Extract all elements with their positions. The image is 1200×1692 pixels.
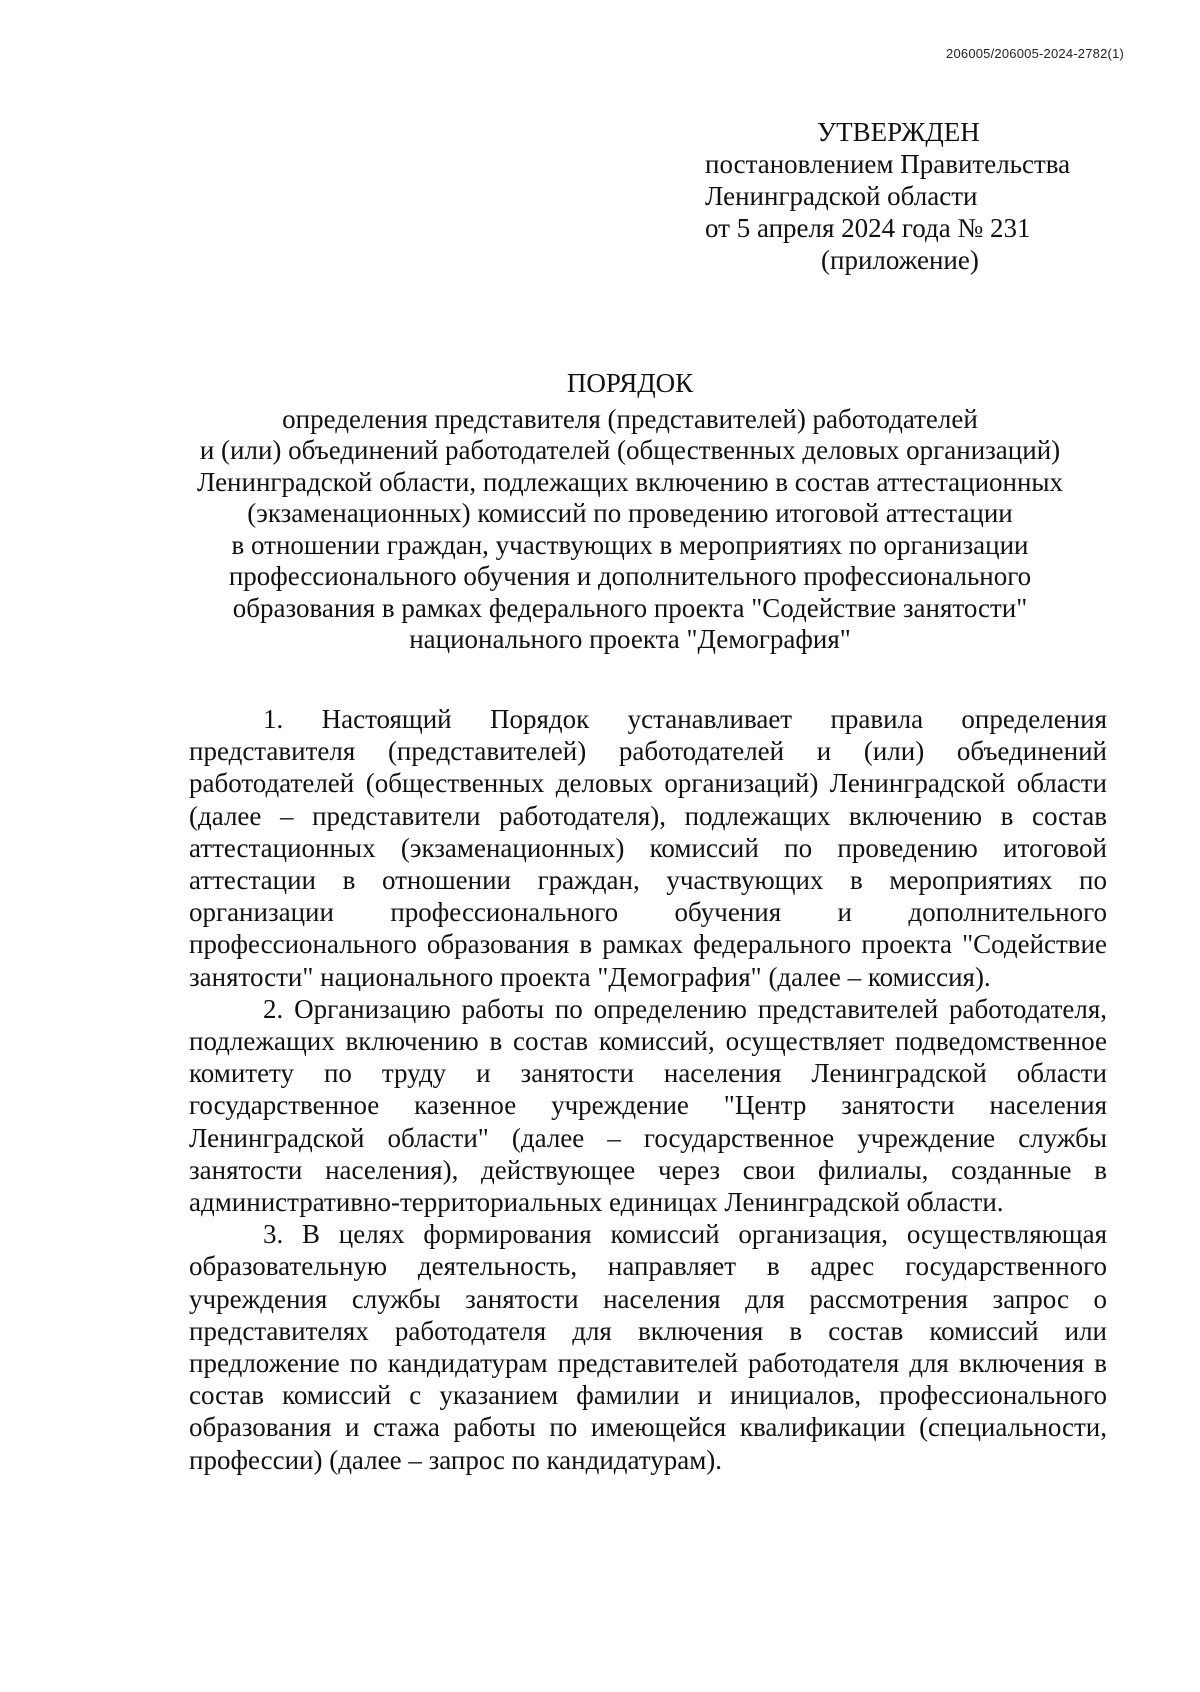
- title-line: в отношении граждан, участвующих в мероприятиях по организации: [231, 529, 1029, 560]
- title-line: (экзаменационных) комиссий по проведению итоговой аттестации: [247, 498, 1013, 528]
- approval-line-3: от 5 апреля 2024 года № 231: [705, 213, 1031, 243]
- approval-stamp-block: [705, 116, 1125, 276]
- title-line: определения представителя (представителей) работодателей: [282, 403, 978, 434]
- document-number: 206005/206005-2024-2782(1): [946, 46, 1124, 61]
- annex-label: (приложение): [821, 245, 979, 275]
- approved-label: УТВЕРЖДЕН: [817, 117, 980, 147]
- title-line: и (или) объединений работодателей (общественных деловых организаций): [199, 435, 1061, 465]
- document-title: [160, 368, 1100, 656]
- paragraph-1: 1. Настоящий Порядок устанавливает правила определения представителя (представителей) работодателей и (или) объединений работодателей (общественных деловых организаций) Ленинградской области (далее – представители работодателя), подлежащих включению в состав аттестационных (экзаменационных) комиссий по проведению итоговой аттестации в отношении граждан, участвующих в мероприятиях по организации профессионального обучения и дополнительного профессионального образования в рамках федерального проекта "Содействие занятости" национального проекта "Демография" (далее – комиссия).: [189, 704, 1107, 992]
- title-line: национального проекта "Демография": [409, 624, 851, 654]
- title-heading: ПОРЯДОК: [566, 368, 694, 398]
- title-line: Ленинградской области, подлежащих включению в состав аттестационных: [196, 466, 1064, 497]
- paragraph-3: 3. В целях формирования комиссий организация, осуществляющая образовательную деятельность, направляет в адрес государственного учреждения службы занятости населения для рассмотрения запрос о представителях работодателя для включения в состав комиссий или предложение по кандидатурам представителей работодателя для включения в состав комиссий с указанием фамилии и инициалов, профессионального образования и стажа работы по имеющейся квалификации (специальности, профессии) (далее – запрос по кандидатурам).: [189, 1219, 1107, 1475]
- title-line: профессионального обучения и дополнительного профессионального: [228, 561, 1032, 591]
- title-line: образования в рамках федерального проекта "Содействие занятости": [232, 592, 1028, 623]
- approval-line-2: Ленинградской области: [705, 181, 978, 211]
- document-body: [189, 703, 1107, 1476]
- paragraph-2: 2. Организацию работы по определению представителей работодателя, подлежащих включению в состав комиссий, осуществляет подведомственное комитету по труду и занятости населения Ленинградской области государственное казенное учреждение "Центр занятости населения Ленинградской области" (далее – государственное учреждение службы занятости населения), действующее через свои филиалы, созданные в административно-территориальных единицах Ленинградской области.: [189, 993, 1107, 1218]
- approval-line-1: постановлением Правительства: [705, 149, 1071, 179]
